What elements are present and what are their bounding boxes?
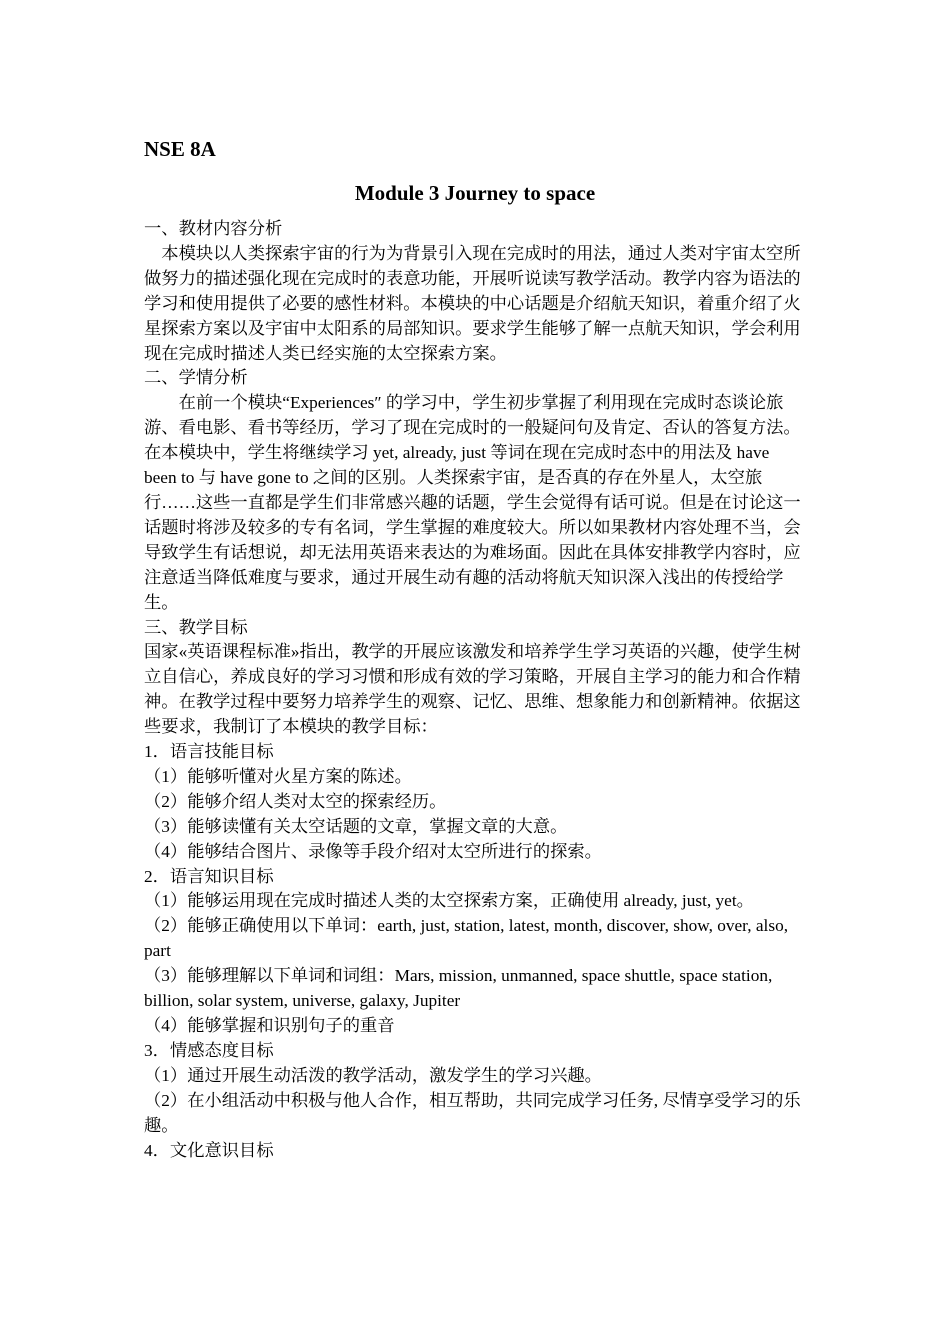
list-item: （3）能够读懂有关太空话题的文章，掌握文章的大意。 — [144, 816, 568, 836]
document-header: NSE 8A — [144, 137, 216, 161]
student-analysis-paragraph: 在前一个模块“Experiences″ 的学习中，学生初步掌握了利用现在完成时态谈论旅游、看电影、看书等经历，学习了现在完成时的一般疑问句及肯定、否认的答复方法。在本模块中，学生将继续学习 yet, already, just 等词在现在完成时态中的用法及 have been to 与 have gone to 之间的区别。人类探索宇宙，是否真的存在外星人，太空旅行……这些一直都是学生们非常感兴趣的话题，学生会觉得有话可说。但是在讨论这一话题时将涉及较多的专有名词，学生掌握的难度较大。所以如果教材内容处理不当，会导致学生有话想说，却无法用英语来表达的为难场面。因此在具体安排教学内容时，应注意适当降低难度与要求，通过开展生动有趣的活动将航天知识深入浅出的传授给学生。 — [144, 393, 801, 612]
list-item: （2）在小组活动中积极与他人合作，相互帮助，共同完成学习任务, 尽情享受学习的乐趣。 — [144, 1090, 801, 1135]
goal-heading-language-skills: 1．语言技能目标 — [144, 742, 274, 762]
list-item: （4）能够掌握和识别句子的重音 — [144, 1016, 395, 1035]
list-item: （1）通过开展生动活泼的教学活动，激发学生的学习兴趣。 — [144, 1065, 602, 1085]
goal-heading-language-knowledge: 2．语言知识目标 — [144, 866, 274, 886]
goal-heading-emotional-attitude: 3．情感态度目标 — [144, 1040, 274, 1060]
list-item: （3）能够理解以下单词和词组：Mars, mission, unmanned, space shuttle, space station, billion, solar system, universe, galaxy, Jupiter — [144, 966, 773, 1011]
textbook-analysis-paragraph: 本模块以人类探索宇宙的行为为背景引入现在完成时的用法，通过人类对宇宙太空所做努力的描述强化现在完成时的表意功能，开展听说读写教学活动。教学内容为语法的学习和使用提供了必要的感性材料。本模块的中心话题是介绍航天知识，着重介绍了火星探索方案以及宇宙中太阳系的局部知识。要求学生能够了解一点航天知识，学会利用现在完成时描述人类已经实施的太空探索方案。 — [144, 243, 801, 363]
goal-heading-cultural-awareness: 4．文化意识目标 — [144, 1140, 274, 1160]
document-title: Module 3 Journey to space — [354, 181, 596, 205]
list-item: （4）能够结合图片、录像等手段介绍对太空所进行的探索。 — [144, 841, 602, 861]
teaching-goals-paragraph: 国家«英语课程标准»指出，教学的开展应该激发和培养学生学习英语的兴趣，使学生树立自信心，养成良好的学习习惯和形成有效的学习策略，开展自主学习的能力和合作精神。在教学过程中要努力培养学生的观察、记忆、思维、想象能力和创新精神。依据这些要求，我制订了本模块的教学目标： — [144, 642, 801, 737]
document-page — [144, 133, 806, 1163]
section-heading-teaching-goals: 三、教学目标 — [144, 617, 248, 637]
list-item: （2）能够正确使用以下单词：earth, just, station, latest, month, discover, show, over, also, part — [144, 916, 789, 961]
section-heading-student-analysis: 二、学情分析 — [144, 368, 248, 388]
section-heading-textbook-analysis: 一、教材内容分析 — [144, 219, 283, 238]
list-item: （1）能够听懂对火星方案的陈述。 — [144, 766, 412, 786]
list-item: （1）能够运用现在完成时描述人类的太空探索方案，正确使用 already, just, yet。 — [144, 891, 754, 911]
list-item: （2）能够介绍人类对太空的探索经历。 — [144, 791, 447, 811]
